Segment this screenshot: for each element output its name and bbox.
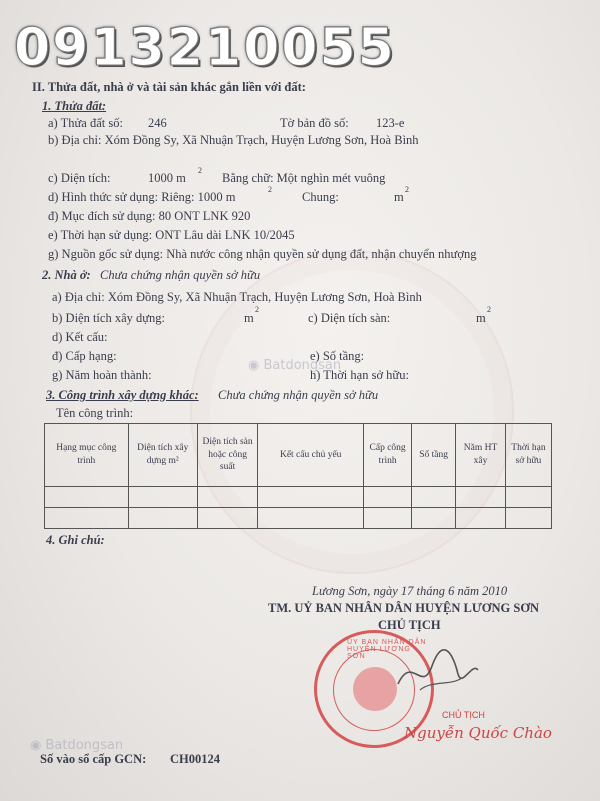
col-header: Cấp công trình [364,424,412,487]
phone-watermark: 0913210055 [14,18,396,78]
site-watermark: ◉ Batdongsan [30,738,124,753]
notes-title: 4. Ghi chú: [46,533,105,547]
built-area-unit: m [244,311,254,325]
floors-label: e) Số tầng: [310,349,365,363]
table-row [45,508,552,529]
other-works-title: 3. Công trình xây dựng khác: [46,388,199,402]
site-watermark: ◉ Batdongsan [248,358,342,373]
superscript-2: 2 [198,166,202,175]
other-works-table [44,423,552,529]
col-header: Kết cấu chủ yếu [258,424,364,487]
land-origin: g) Nguồn gốc sử dụng: Nhà nước công nhận quyền sử dụng đất, nhận chuyển nhượng [48,247,477,261]
use-form: d) Hình thức sử dụng: Riêng: 1000 m [48,190,236,204]
map-sheet-value: 123-e [376,116,405,130]
col-header: Hạng mục công trình [45,424,129,487]
ownership-term-label: h) Thời hạn sở hữu: [310,368,409,382]
registry-label: Số vào sổ cấp GCN: [40,752,147,766]
grade-label: đ) Cấp hạng: [52,349,117,363]
stamp-ring-text: ỦY BAN NHÂN DÂN HUYỆN LƯƠNG SƠN [347,639,427,660]
col-header: Thời hạn sở hữu [505,424,551,487]
structure-label: d) Kết cấu: [52,330,108,344]
place-date: Lương Sơn, ngày 17 tháng 6 năm 2010 [312,584,508,598]
shared-unit: m [394,190,404,204]
land-purpose: đ) Mục đích sử dụng: 80 ONT LNK 920 [48,209,251,223]
section-heading: II. Thửa đất, nhà ở và tài sản khác gắn liền với đất: [32,80,306,94]
superscript-2: 2 [268,185,272,194]
table-header-row [45,424,552,487]
superscript-2: 2 [255,305,259,314]
built-area-label: b) Diện tích xây dựng: [52,311,166,325]
other-works-status: Chưa chứng nhận quyền sở hữu [218,388,379,402]
land-area-value: 1000 m [148,171,186,185]
issuing-organization: TM. UỶ BAN NHÂN DÂN HUYỆN LƯƠNG SƠN [268,601,540,615]
land-title: 1. Thửa đất: [42,99,107,113]
registry-value: CH00124 [170,752,220,766]
col-header: Năm HT xây [456,424,506,487]
superscript-2: 2 [405,185,409,194]
table-row [45,487,552,508]
col-header: Số tầng [412,424,456,487]
land-duration: e) Thời hạn sử dụng: ONT Lâu dài LNK 10/2045 [48,228,295,242]
col-header: Diện tích sàn hoặc công suất [197,424,257,487]
superscript-2: 2 [487,305,491,314]
work-name-label: Tên công trình: [56,406,134,420]
house-address: a) Địa chỉ: Xóm Đồng Sy, Xã Nhuận Trạch, Huyện Lương Sơn, Hoà Bình [52,290,422,304]
house-title: 2. Nhà ở: [42,268,91,282]
land-area-words: Bằng chữ: Một nghìn mét vuông [222,171,386,185]
signer-title-stamp: CHỦ TỊCH [442,710,485,720]
house-status: Chưa chứng nhận quyền sở hữu [100,268,261,282]
lot-number-value: 246 [148,116,167,130]
floor-area-label: c) Diện tích sàn: [308,311,391,325]
lot-number-label: a) Thửa đất số: [48,116,123,130]
signer-role: CHỦ TỊCH [378,618,441,632]
shared-label: Chung: [302,190,339,204]
national-emblem-icon [353,667,397,711]
floor-area-unit: m [476,311,486,325]
handwritten-signature [392,644,482,704]
land-address: b) Địa chỉ: Xóm Đồng Sy, Xã Nhuận Trạch, Huyện Lương Sơn, Hoà Bình [48,133,419,147]
year-built-label: g) Năm hoàn thành: [52,368,152,382]
col-header: Diện tích xây dựng m² [128,424,197,487]
signer-name: Nguyễn Quốc Chào [404,724,552,742]
map-sheet-label: Tờ bản đồ số: [280,116,349,130]
land-area-label: c) Diện tích: [48,171,111,185]
